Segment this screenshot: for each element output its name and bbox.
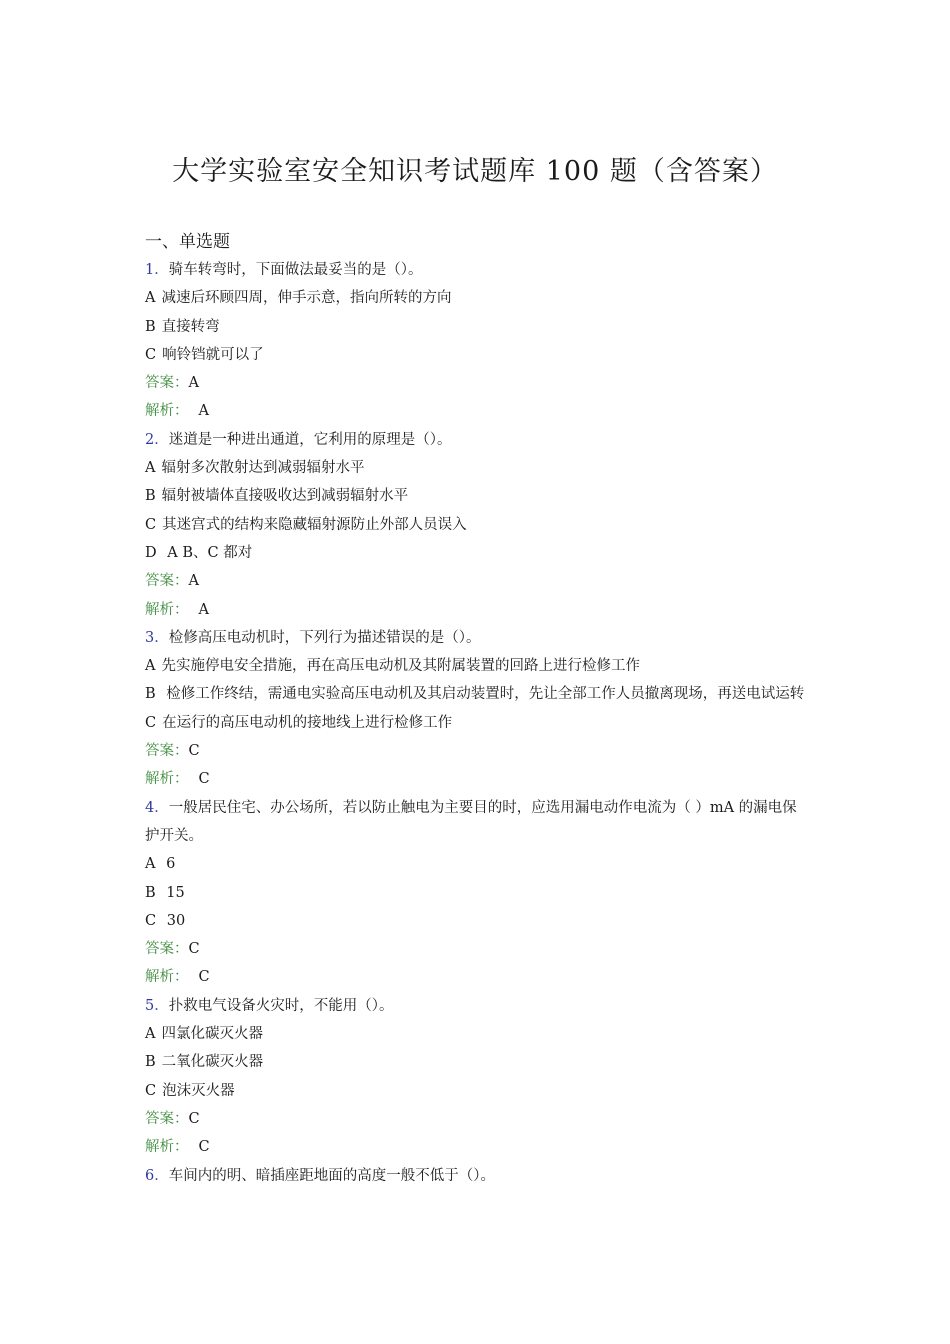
page-title: 大学实验室安全知识考试题库 100 题（含答案） [172,156,778,187]
option-item [145,709,810,737]
answer-line [145,369,810,397]
question-block [145,426,810,624]
option-text: 检修工作终结，需通电实验高压电动机及其启动装置时，先让全部工作人员撤离现场，再送电试运转 [161,686,805,703]
question-stem [145,256,810,284]
option-letter: A [145,290,156,307]
question-stem [145,992,810,1020]
answer-value: C [188,941,200,958]
explanation-value: C [198,969,210,986]
option-text: 在运行的高压电动机的接地线上进行检修工作 [162,714,453,731]
option-item [145,1020,810,1048]
question-number: 6． [145,1167,169,1184]
option-letter: A [145,460,156,477]
question-block [145,256,810,426]
option-item [145,907,810,935]
explanation-label: 解析： [145,403,189,420]
answer-label: 答案： [145,743,189,760]
option-text: 辐射多次散射达到减弱辐射水平 [161,460,365,477]
questions-container [145,256,810,1190]
answer-label: 答案： [145,941,189,958]
question-number: 1． [145,262,169,278]
answer-line [145,1105,810,1133]
option-item [145,284,810,312]
question-text: 骑车转弯时，下面做法最妥当的是（）。 [168,262,423,278]
option-letter: B [145,488,156,505]
answer-value: C [188,1110,200,1127]
question-number: 5． [145,997,169,1014]
option-letter: C [145,346,157,363]
option-item [145,652,810,680]
option-item [145,1077,810,1105]
option-text: 响铃铛就可以了 [162,346,264,363]
question-stem [145,624,810,652]
answer-line [145,737,810,765]
option-text: 30 [162,912,186,929]
question-stem [145,426,810,454]
question-number: 4． [145,799,169,816]
option-text: 15 [161,884,185,901]
question-text: 检修高压电动机时，下列行为描述错误的是（）。 [168,629,481,646]
option-letter: B [145,686,156,703]
explanation-label: 解析： [145,601,189,618]
answer-line [145,935,810,963]
option-item [145,879,810,907]
explanation-line [145,596,810,624]
option-letter: B [145,318,156,335]
question-block [145,624,810,794]
option-item [145,341,810,369]
explanation-label: 解析： [145,771,189,788]
option-item [145,850,810,878]
explanation-line [145,1133,810,1161]
explanation-value: C [198,771,210,788]
option-letter: B [145,884,156,901]
explanation-label: 解析： [145,1139,189,1156]
option-item [145,482,810,510]
option-item [145,680,810,708]
explanation-value: A [198,601,209,618]
question-list [145,228,810,1190]
option-text: 直接转弯 [161,318,220,335]
option-letter: C [145,912,157,929]
question-block [145,1162,810,1190]
option-text: 先实施停电安全措施，再在高压电动机及其附属装置的回路上进行检修工作 [161,658,640,675]
answer-label: 答案： [145,375,189,392]
answer-value: A [188,573,199,590]
question-stem [145,794,810,851]
explanation-line [145,397,810,425]
question-block [145,794,810,992]
question-text: 一般居民住宅、办公场所，若以防止触电为主要目的时，应选用漏电动作电流为（ ）mA 的漏电保护开关。 [145,799,797,844]
option-text: 减速后环顾四周，伸手示意，指向所转的方向 [161,290,452,307]
option-item [145,539,810,567]
question-text: 扑救电气设备火灾时，不能用（）。 [168,997,394,1014]
section-heading: 一、单选题 [145,232,230,252]
explanation-label: 解析： [145,969,189,986]
option-text: 6 [161,856,176,873]
question-text: 车间内的明、暗插座距地面的高度一般不低于（）。 [168,1167,495,1184]
option-letter: C [145,714,157,731]
option-text: 辐射被墙体直接吸收达到减弱辐射水平 [161,488,409,505]
option-item [145,511,810,539]
option-letter: C [145,516,157,533]
question-number: 2． [145,431,169,448]
answer-value: A [188,375,199,392]
answer-label: 答案： [145,573,189,590]
option-item [145,454,810,482]
answer-line [145,567,810,595]
option-letter: A [145,658,156,675]
explanation-line [145,963,810,991]
option-text: A B、C 都对 [162,544,253,561]
question-block [145,992,810,1162]
answer-value: C [188,743,200,760]
option-text: 二氧化碳灭火器 [161,1054,264,1071]
option-letter: A [145,1026,156,1043]
option-text: 其迷宫式的结构来隐藏辐射源防止外部人员误入 [162,516,467,533]
answer-label: 答案： [145,1110,189,1127]
question-text: 迷道是一种进出通道，它利用的原理是（）。 [168,431,452,448]
option-letter: B [145,1054,156,1071]
option-letter: C [145,1082,157,1099]
question-stem [145,1162,810,1190]
option-letter: D [145,544,157,561]
option-letter: A [145,856,156,873]
option-item [145,1048,810,1076]
option-item [145,313,810,341]
option-text: 四氯化碳灭火器 [161,1026,263,1043]
explanation-line [145,765,810,793]
explanation-value: C [198,1139,210,1156]
question-number: 3． [145,629,169,646]
explanation-value: A [198,403,209,420]
option-text: 泡沫灭火器 [162,1082,235,1099]
